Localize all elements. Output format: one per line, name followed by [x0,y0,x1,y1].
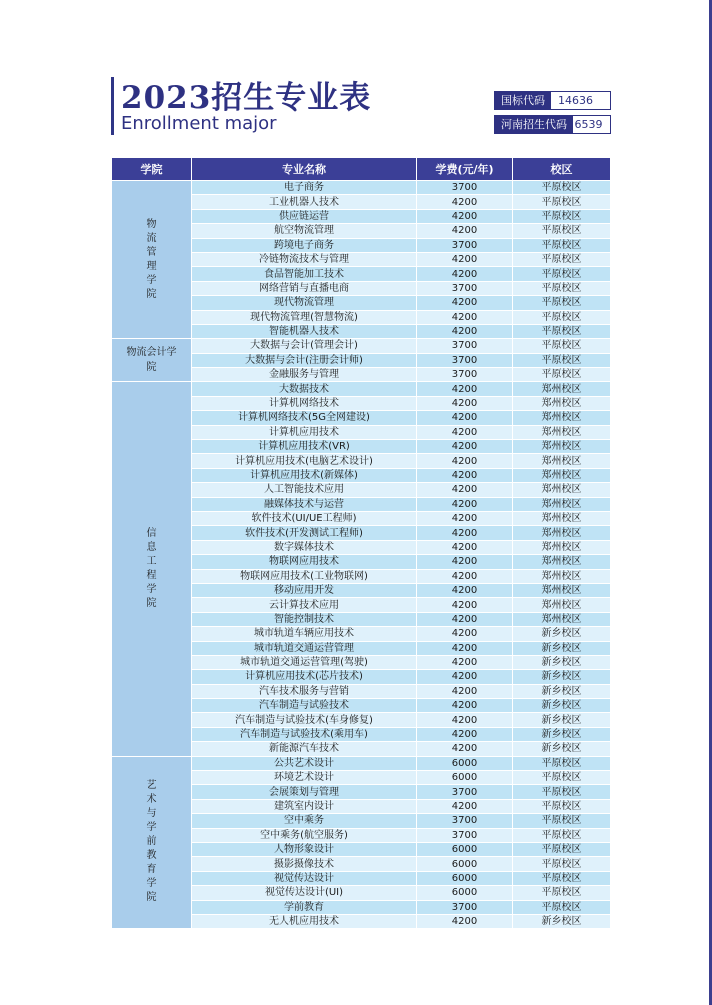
tuition-cell: 3700 [417,281,513,295]
major-name-cell: 建筑室内设计 [192,799,417,813]
table-row [112,339,611,353]
tuition-cell: 4200 [417,569,513,583]
major-name-cell: 汽车制造与试验技术 [192,699,417,713]
major-name-cell: 冷链物流技术与管理 [192,252,417,266]
campus-cell: 平原校区 [513,195,611,209]
major-name-cell: 新能源汽车技术 [192,742,417,756]
major-name-cell: 汽车制造与试验技术(车身修复) [192,713,417,727]
major-name-cell: 大数据与会计(注册会计师) [192,353,417,367]
henan-code-badge [494,115,611,134]
campus-cell: 新乡校区 [513,742,611,756]
enrollment-table [111,157,611,929]
tuition-cell: 4200 [417,195,513,209]
campus-cell: 平原校区 [513,238,611,252]
campus-cell: 郑州校区 [513,425,611,439]
major-name-cell: 航空物流管理 [192,224,417,238]
table-row [112,181,611,195]
major-name-cell: 计算机应用技术(电脑艺术设计) [192,454,417,468]
tuition-cell: 4200 [417,555,513,569]
tuition-cell: 6000 [417,871,513,885]
major-name-cell: 环境艺术设计 [192,771,417,785]
campus-cell: 平原校区 [513,771,611,785]
major-name-cell: 物联网应用技术(工业物联网) [192,569,417,583]
campus-cell: 平原校区 [513,296,611,310]
title-accent-bar [111,77,114,135]
tuition-cell: 3700 [417,900,513,914]
major-name-cell: 汽车制造与试验技术(乘用车) [192,727,417,741]
column-header-major: 专业名称 [192,158,417,181]
national-code-label: 国标代码 [495,92,551,109]
campus-cell: 平原校区 [513,209,611,223]
campus-cell: 新乡校区 [513,655,611,669]
tuition-cell: 4200 [417,267,513,281]
campus-cell: 平原校区 [513,756,611,770]
tuition-cell: 4200 [417,396,513,410]
campus-cell: 平原校区 [513,281,611,295]
tuition-cell: 4200 [417,252,513,266]
column-header-campus: 校区 [513,158,611,181]
major-name-cell: 视觉传达设计(UI) [192,886,417,900]
tuition-cell: 4200 [417,713,513,727]
major-name-cell: 空中乘务(航空服务) [192,828,417,842]
campus-cell: 新乡校区 [513,684,611,698]
college-name: 艺术与学前教育学院 [146,780,157,904]
tuition-cell: 4200 [417,799,513,813]
page-title: 2023招生专业表 [121,80,372,116]
tuition-cell: 6000 [417,756,513,770]
tuition-cell: 4200 [417,598,513,612]
major-name-cell: 视觉传达设计 [192,871,417,885]
page-subtitle: Enrollment major [121,113,277,134]
campus-cell: 平原校区 [513,857,611,871]
college-name: 物流会计学院 [126,347,177,374]
campus-cell: 郑州校区 [513,540,611,554]
major-name-cell: 数字媒体技术 [192,540,417,554]
campus-cell: 郑州校区 [513,440,611,454]
college-name: 信息工程学院 [146,528,157,610]
major-name-cell: 城市轨道交通运营管理 [192,641,417,655]
campus-cell: 郑州校区 [513,396,611,410]
major-name-cell: 云计算技术应用 [192,598,417,612]
campus-cell: 新乡校区 [513,914,611,928]
major-name-cell: 现代物流管理(智慧物流) [192,310,417,324]
campus-cell: 平原校区 [513,324,611,338]
campus-cell: 郑州校区 [513,411,611,425]
national-code-value: 14636 [551,92,600,109]
tuition-cell: 3700 [417,828,513,842]
major-name-cell: 大数据与会计(管理会计) [192,339,417,353]
major-name-cell: 公共艺术设计 [192,756,417,770]
major-name-cell: 计算机应用技术(新媒体) [192,468,417,482]
major-name-cell: 工业机器人技术 [192,195,417,209]
tuition-cell: 4200 [417,655,513,669]
tuition-cell: 4200 [417,324,513,338]
tuition-cell: 4200 [417,641,513,655]
major-name-cell: 软件技术(开发测试工程师) [192,526,417,540]
tuition-cell: 6000 [417,886,513,900]
campus-cell: 平原校区 [513,900,611,914]
tuition-cell: 4200 [417,583,513,597]
major-name-cell: 计算机应用技术 [192,425,417,439]
major-name-cell: 现代物流管理 [192,296,417,310]
campus-cell: 平原校区 [513,267,611,281]
tuition-cell: 3700 [417,238,513,252]
major-name-cell: 会展策划与管理 [192,785,417,799]
campus-cell: 新乡校区 [513,713,611,727]
major-name-cell: 电子商务 [192,181,417,195]
henan-code-label: 河南招生代码 [495,116,573,133]
major-name-cell: 汽车技术服务与营销 [192,684,417,698]
tuition-cell: 4200 [417,411,513,425]
tuition-cell: 4200 [417,468,513,482]
major-name-cell: 摄影摄像技术 [192,857,417,871]
tuition-cell: 4200 [417,914,513,928]
major-name-cell: 计算机应用技术(芯片技术) [192,670,417,684]
tuition-cell: 4200 [417,684,513,698]
college-cell [112,756,192,929]
campus-cell: 郑州校区 [513,612,611,626]
campus-cell: 新乡校区 [513,627,611,641]
tuition-cell: 4200 [417,425,513,439]
campus-cell: 郑州校区 [513,497,611,511]
campus-cell: 郑州校区 [513,598,611,612]
campus-cell: 新乡校区 [513,670,611,684]
campus-cell: 新乡校区 [513,641,611,655]
column-header-college: 学院 [112,158,192,181]
campus-cell: 平原校区 [513,252,611,266]
table-header-row [112,158,611,181]
tuition-cell: 4200 [417,497,513,511]
major-name-cell: 移动应用开发 [192,583,417,597]
tuition-cell: 6000 [417,771,513,785]
college-cell [112,181,192,339]
major-name-cell: 城市轨道交通运营管理(驾驶) [192,655,417,669]
national-code-badge [494,91,611,110]
campus-cell: 平原校区 [513,339,611,353]
table-row [112,382,611,396]
campus-cell: 新乡校区 [513,699,611,713]
column-header-tuition: 学费(元/年) [417,158,513,181]
tuition-cell: 4200 [417,310,513,324]
campus-cell: 郑州校区 [513,483,611,497]
campus-cell: 平原校区 [513,886,611,900]
major-name-cell: 智能机器人技术 [192,324,417,338]
major-name-cell: 计算机应用技术(VR) [192,440,417,454]
campus-cell: 郑州校区 [513,511,611,525]
tuition-cell: 4200 [417,699,513,713]
tuition-cell: 4200 [417,209,513,223]
table-body [112,181,611,929]
tuition-cell: 3700 [417,814,513,828]
campus-cell: 平原校区 [513,842,611,856]
major-name-cell: 学前教育 [192,900,417,914]
major-name-cell: 供应链运营 [192,209,417,223]
campus-cell: 平原校区 [513,224,611,238]
tuition-cell: 4200 [417,627,513,641]
tuition-cell: 4200 [417,612,513,626]
major-name-cell: 人物形象设计 [192,842,417,856]
tuition-cell: 3700 [417,339,513,353]
major-name-cell: 人工智能技术应用 [192,483,417,497]
major-name-cell: 物联网应用技术 [192,555,417,569]
campus-cell: 平原校区 [513,353,611,367]
college-cell [112,382,192,756]
major-name-cell: 空中乘务 [192,814,417,828]
major-name-cell: 城市轨道车辆应用技术 [192,627,417,641]
major-name-cell: 融媒体技术与运营 [192,497,417,511]
major-name-cell: 金融服务与管理 [192,368,417,382]
tuition-cell: 3700 [417,785,513,799]
major-name-cell: 大数据技术 [192,382,417,396]
campus-cell: 平原校区 [513,785,611,799]
campus-cell: 郑州校区 [513,583,611,597]
major-name-cell: 计算机网络技术(5G全网建设) [192,411,417,425]
major-name-cell: 无人机应用技术 [192,914,417,928]
major-name-cell: 软件技术(UI/UE工程师) [192,511,417,525]
campus-cell: 新乡校区 [513,727,611,741]
tuition-cell: 4200 [417,511,513,525]
campus-cell: 郑州校区 [513,526,611,540]
major-name-cell: 智能控制技术 [192,612,417,626]
campus-cell: 平原校区 [513,828,611,842]
college-name: 物流管理学院 [146,218,157,300]
campus-cell: 郑州校区 [513,382,611,396]
major-name-cell: 计算机网络技术 [192,396,417,410]
campus-cell: 郑州校区 [513,555,611,569]
major-name-cell: 食品智能加工技术 [192,267,417,281]
tuition-cell: 4200 [417,540,513,554]
tuition-cell: 3700 [417,368,513,382]
campus-cell: 平原校区 [513,181,611,195]
tuition-cell: 3700 [417,181,513,195]
tuition-cell: 4200 [417,742,513,756]
campus-cell: 郑州校区 [513,454,611,468]
tuition-cell: 4200 [417,670,513,684]
table-row [112,756,611,770]
campus-cell: 平原校区 [513,799,611,813]
tuition-cell: 6000 [417,857,513,871]
campus-cell: 平原校区 [513,368,611,382]
tuition-cell: 4200 [417,224,513,238]
henan-code-value: 6539 [574,118,603,131]
campus-cell: 平原校区 [513,814,611,828]
campus-cell: 平原校区 [513,310,611,324]
major-name-cell: 网络营销与直播电商 [192,281,417,295]
tuition-cell: 4200 [417,483,513,497]
campus-cell: 平原校区 [513,871,611,885]
tuition-cell: 4200 [417,454,513,468]
tuition-cell: 3700 [417,353,513,367]
campus-cell: 郑州校区 [513,468,611,482]
tuition-cell: 4200 [417,382,513,396]
major-name-cell: 跨境电子商务 [192,238,417,252]
tuition-cell: 4200 [417,526,513,540]
tuition-cell: 4200 [417,727,513,741]
tuition-cell: 4200 [417,296,513,310]
tuition-cell: 6000 [417,842,513,856]
campus-cell: 郑州校区 [513,569,611,583]
tuition-cell: 4200 [417,440,513,454]
college-cell [112,339,192,382]
